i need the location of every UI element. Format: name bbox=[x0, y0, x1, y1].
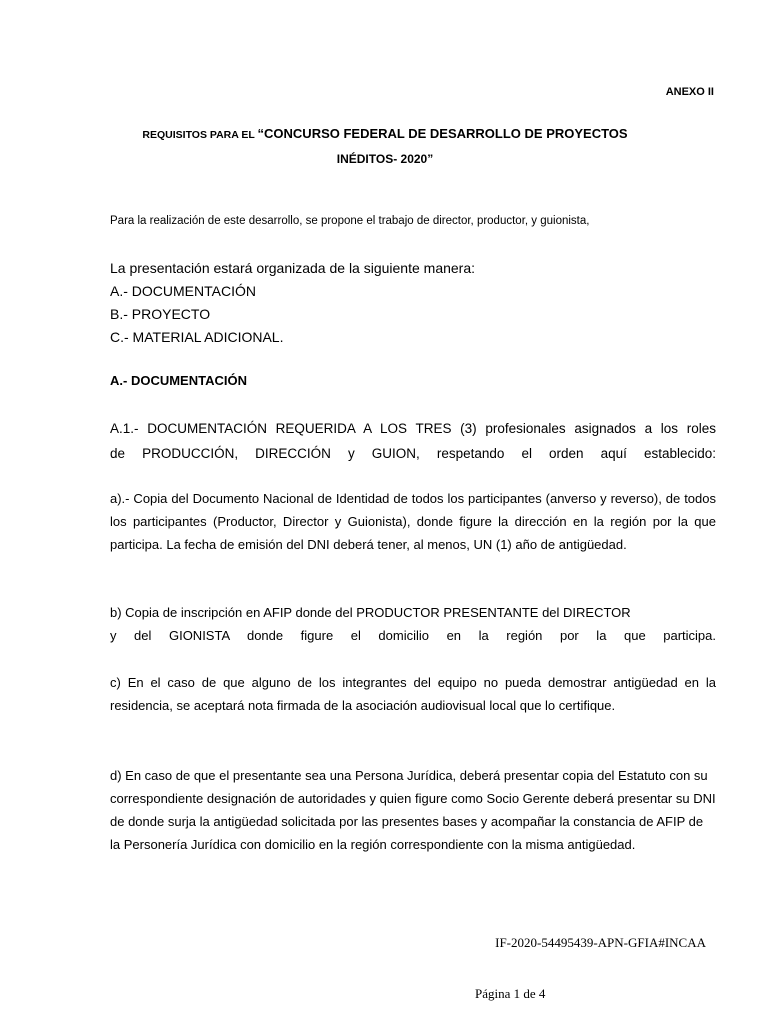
paragraph-item-b-line1: b) Copia de inscripción en AFIP donde del PRODUCTOR PRESENTANTE del DIRECTOR bbox=[110, 605, 631, 620]
organization-item: C.- MATERIAL ADICIONAL. bbox=[110, 329, 284, 345]
paragraph-a1-line2: de PRODUCCIÓN, DIRECCIÓN y GUION, respetando el orden aquí establecido: bbox=[110, 446, 716, 461]
organization-item: B.- PROYECTO bbox=[110, 306, 211, 322]
paragraph-item-a: a).- Copia del Documento Nacional de Identidad de todos los participantes (anverso y reverso), de todos los participantes (Productor, Director y Guionista), donde figure la dirección en la región por la que participa. La fecha de emisión del DNI deberá tener, al menos, UN (1) año de antigüedad. bbox=[110, 491, 716, 552]
paragraph-item-c: c) En el caso de que alguno de los integrantes del equipo no pueda demostrar antigüedad en la residencia, se aceptará nota firmada de la asociación audiovisual local que lo certifique. bbox=[110, 675, 716, 713]
paragraph-a1 bbox=[110, 416, 716, 466]
title-prefix: REQUISITOS PARA EL bbox=[142, 129, 258, 141]
document-title bbox=[0, 126, 770, 141]
section-a-heading: A.- DOCUMENTACIÓN bbox=[110, 373, 247, 388]
organization-list bbox=[110, 257, 475, 349]
annex-label: ANEXO II bbox=[665, 86, 714, 98]
title-main: “CONCURSO FEDERAL DE DESARROLLO DE PROYECTOS bbox=[257, 126, 628, 141]
paragraph-item-b bbox=[110, 601, 716, 647]
paragraph-item-d: d) En caso de que el presentante sea una Persona Jurídica, deberá presentar copia del Estatuto con su correspondiente designación de autoridades y quien figure como Socio Gerente deberá presentar su DNI de donde surja la antigüedad solicitada por las presentes bases y acompañar la constancia de AFIP de la Personería Jurídica con domicilio en la región correspondiente con la misma antigüedad. bbox=[110, 768, 716, 852]
paragraph-item-b-line2: y del GIONISTA donde figure el domicilio en la región por la que participa. bbox=[110, 628, 716, 643]
paragraph-a1-line1: A.1.- DOCUMENTACIÓN REQUERIDA A LOS TRES (3) profesionales asignados a los roles bbox=[110, 421, 716, 436]
page-number: Página 1 de 4 bbox=[475, 986, 546, 1001]
document-title-line2: INÉDITOS- 2020” bbox=[336, 152, 434, 166]
intro-paragraph: Para la realización de este desarrollo, se propone el trabajo de director, productor, y guionista, bbox=[110, 215, 590, 227]
organization-lead: La presentación estará organizada de la siguiente manera: bbox=[110, 260, 476, 276]
organization-item: A.- DOCUMENTACIÓN bbox=[110, 283, 256, 299]
document-id: IF-2020-54495439-APN-GFIA#INCAA bbox=[495, 935, 706, 950]
